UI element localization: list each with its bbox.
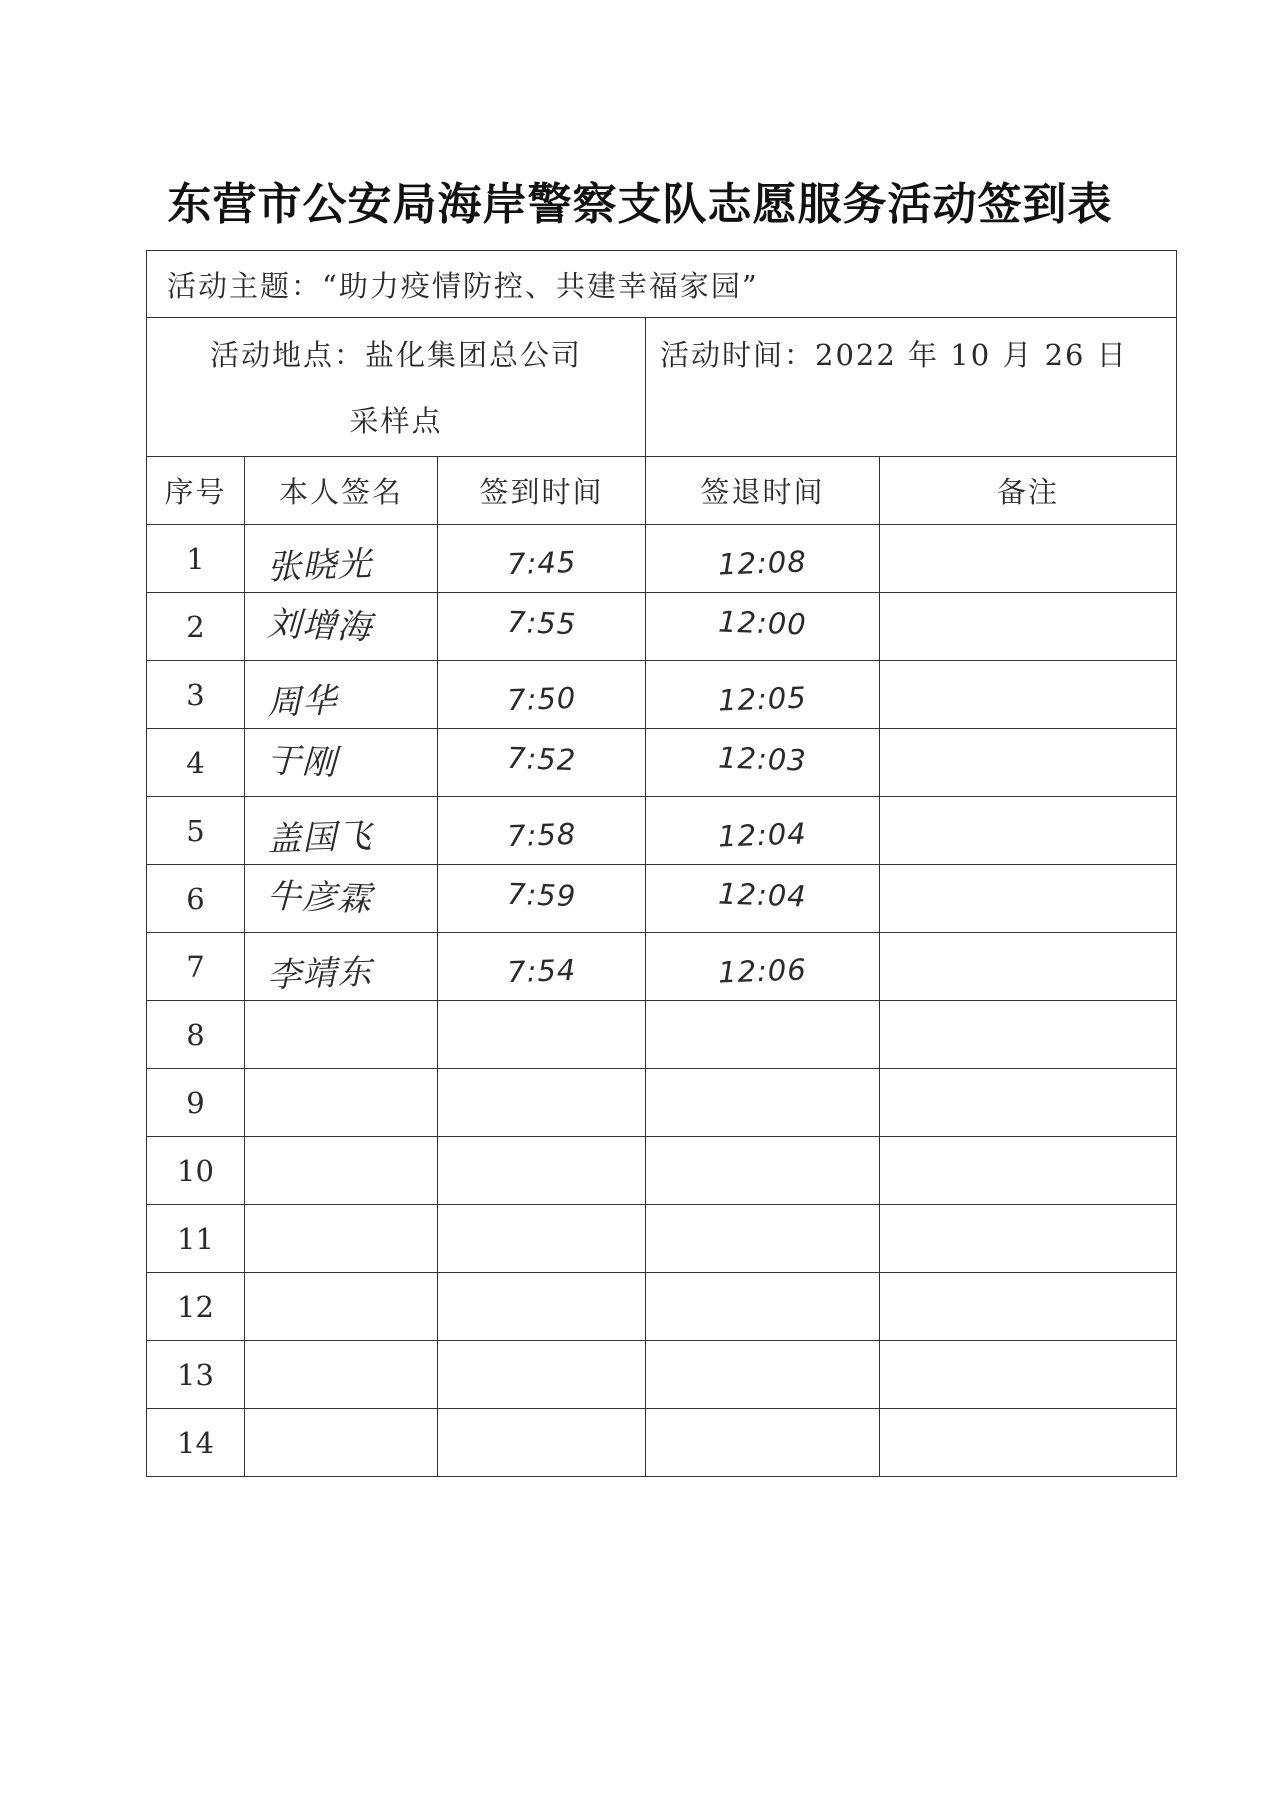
sign-in-time-cell-text: 7:54	[506, 952, 577, 989]
sign-out-time-cell-text: 12:08	[717, 543, 808, 582]
signature-cell-text: 于刚	[266, 740, 338, 784]
remarks-cell	[880, 797, 1177, 865]
table-row	[147, 797, 1177, 865]
sign-out-time-cell	[646, 1409, 880, 1477]
table-row	[147, 865, 1177, 933]
signature-cell-text: 刘增海	[266, 604, 373, 648]
remarks-cell	[880, 1137, 1177, 1205]
sign-out-time-cell	[646, 729, 880, 797]
row-number	[147, 933, 245, 1001]
sign-in-time-cell	[438, 797, 646, 865]
row-number	[147, 797, 245, 865]
sign-in-time-cell	[438, 1137, 646, 1205]
table-row	[147, 933, 1177, 1001]
header-sign-out-time: 签退时间	[646, 457, 880, 525]
row-number	[147, 593, 245, 661]
sign-out-time-cell-text: 12:06	[717, 951, 808, 990]
signature-cell	[245, 1069, 438, 1137]
remarks-cell	[880, 1205, 1177, 1273]
header-remarks: 备注	[880, 457, 1177, 525]
table-row	[147, 525, 1177, 593]
sign-out-time-cell	[646, 797, 880, 865]
sign-in-time-cell-text: 7:50	[506, 680, 577, 717]
place-line-1	[147, 322, 645, 388]
sign-out-time-cell-text: 12:05	[717, 679, 808, 718]
table-row	[147, 729, 1177, 797]
place-value: 盐化集团总公司	[365, 338, 583, 372]
sign-in-time-cell	[438, 729, 646, 797]
remarks-cell	[880, 525, 1177, 593]
table-row	[147, 1409, 1177, 1477]
sign-in-time-cell	[438, 661, 646, 729]
table-row	[147, 661, 1177, 729]
remarks-cell	[880, 593, 1177, 661]
place-line-2: 采样点	[349, 404, 443, 438]
theme-label: 活动主题：	[167, 268, 323, 303]
header-sign-in-time: 签到时间	[438, 457, 646, 525]
sign-out-time-cell	[646, 661, 880, 729]
sign-in-time-cell-text: 7:59	[506, 876, 577, 913]
sign-out-time-cell-text: 12:00	[717, 603, 808, 642]
row-number	[147, 525, 245, 593]
row-number	[147, 1137, 245, 1205]
remarks-cell	[880, 1273, 1177, 1341]
time-label: 活动时间：	[660, 338, 816, 372]
sign-out-time-cell	[646, 1069, 880, 1137]
sheet-title: 东营市公安局海岸警察支队志愿服务活动签到表	[167, 179, 1113, 230]
activity-place	[147, 318, 646, 457]
row-number-text: 2	[186, 609, 205, 644]
sign-out-time-cell	[646, 1273, 880, 1341]
row-number-text: 9	[186, 1085, 205, 1120]
row-number-text: 11	[177, 1221, 214, 1256]
row-number-text: 4	[186, 745, 205, 780]
sign-out-time-cell	[646, 593, 880, 661]
sign-in-time-cell	[438, 1341, 646, 1409]
sign-in-time-cell	[438, 1409, 646, 1477]
table-row	[147, 1341, 1177, 1409]
table-row	[147, 1205, 1177, 1273]
signature-cell	[245, 1341, 438, 1409]
remarks-cell	[880, 1409, 1177, 1477]
sign-in-time-cell	[438, 525, 646, 593]
sign-out-time-cell	[646, 1341, 880, 1409]
signature-cell-text: 牛彦霖	[266, 876, 373, 920]
row-number-text: 12	[177, 1289, 214, 1324]
sign-in-time-cell-text: 7:45	[506, 544, 577, 581]
row-number-text: 13	[177, 1357, 214, 1392]
signature-cell-text: 张晓光	[266, 544, 373, 588]
row-number	[147, 1409, 245, 1477]
signature-cell	[245, 933, 438, 1001]
signature-cell	[245, 593, 438, 661]
row-number	[147, 661, 245, 729]
sign-out-time-cell-text: 12:03	[717, 739, 808, 778]
signature-cell	[245, 797, 438, 865]
place-label: 活动地点：	[209, 338, 365, 372]
row-number-text: 1	[186, 541, 205, 576]
theme-value: “助力疫情防控、共建幸福家园”	[322, 268, 759, 303]
remarks-cell	[880, 661, 1177, 729]
sign-in-time-cell	[438, 1273, 646, 1341]
activity-time	[646, 318, 1177, 457]
signature-cell-text: 李靖东	[266, 952, 373, 996]
row-number	[147, 865, 245, 933]
table-row	[147, 1069, 1177, 1137]
sign-in-time-cell	[438, 1069, 646, 1137]
signature-cell	[245, 1273, 438, 1341]
sign-in-time-cell	[438, 1001, 646, 1069]
signature-cell	[245, 865, 438, 933]
signature-cell	[245, 1409, 438, 1477]
signature-cell	[245, 729, 438, 797]
sign-out-time-cell	[646, 933, 880, 1001]
remarks-cell	[880, 729, 1177, 797]
sign-out-time-cell	[646, 1137, 880, 1205]
row-number-text: 7	[186, 949, 205, 984]
remarks-cell	[880, 865, 1177, 933]
remarks-cell	[880, 1069, 1177, 1137]
row-number-text: 8	[186, 1017, 205, 1052]
remarks-cell	[880, 1001, 1177, 1069]
row-number-text: 10	[177, 1153, 214, 1188]
table-row	[147, 1273, 1177, 1341]
signature-cell	[245, 1205, 438, 1273]
sign-out-time-cell-text: 12:04	[717, 815, 808, 854]
header-seq: 序号	[147, 457, 245, 525]
row-number-text: 6	[186, 881, 205, 916]
sign-in-time-cell-text: 7:58	[506, 816, 577, 853]
signature-cell-text: 周华	[266, 680, 338, 724]
row-number	[147, 729, 245, 797]
sign-out-time-cell	[646, 1205, 880, 1273]
sign-in-time-cell-text: 7:55	[506, 604, 577, 641]
sign-out-time-cell	[646, 1001, 880, 1069]
row-number-text: 14	[177, 1425, 214, 1460]
sign-in-time-cell	[438, 933, 646, 1001]
sign-in-time-cell-text: 7:52	[506, 740, 577, 777]
header-row	[147, 457, 1177, 525]
table-row	[147, 1001, 1177, 1069]
sign-in-table	[146, 250, 1177, 1477]
sign-out-time-cell	[646, 865, 880, 933]
signature-cell	[245, 1001, 438, 1069]
table-row	[147, 593, 1177, 661]
row-number-text: 5	[186, 813, 205, 848]
sign-out-time-cell	[646, 525, 880, 593]
signature-cell	[245, 1137, 438, 1205]
activity-theme	[147, 251, 1177, 318]
header-signature: 本人签名	[245, 457, 438, 525]
row-number	[147, 1341, 245, 1409]
signature-cell-text: 盖国飞	[266, 816, 373, 860]
table-row	[147, 1137, 1177, 1205]
signature-cell	[245, 661, 438, 729]
row-number	[147, 1273, 245, 1341]
signature-cell	[245, 525, 438, 593]
row-number-text: 3	[186, 677, 205, 712]
sign-out-time-cell-text: 12:04	[717, 875, 808, 914]
sign-in-time-cell	[438, 865, 646, 933]
sign-in-time-cell	[438, 593, 646, 661]
row-number	[147, 1205, 245, 1273]
remarks-cell	[880, 933, 1177, 1001]
row-number	[147, 1001, 245, 1069]
time-value: 2022 年 10 月 26 日	[815, 338, 1128, 372]
remarks-cell	[880, 1341, 1177, 1409]
sign-in-time-cell	[438, 1205, 646, 1273]
row-number	[147, 1069, 245, 1137]
